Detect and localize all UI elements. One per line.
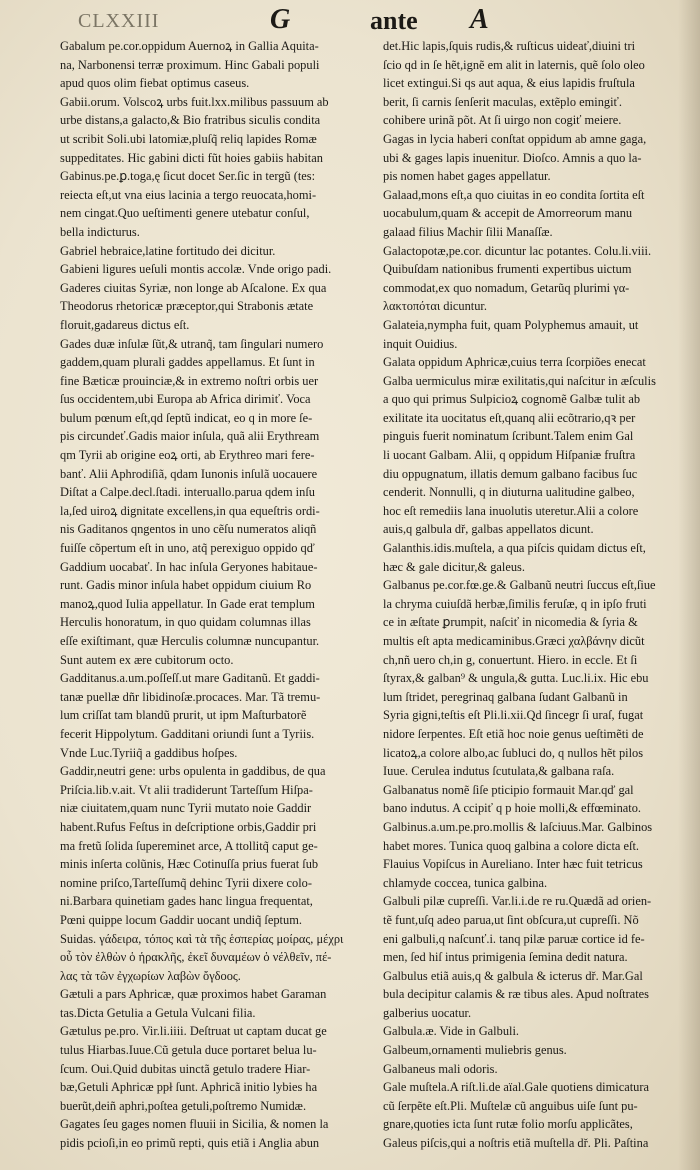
entry-line: lum criſſat tam blandũ prurit, ut ipm Maſturbatorẽ [60, 708, 307, 723]
entry-line: ſus occidentem,ubi Europa ab Africa dirimiť. Voca [60, 392, 311, 407]
right-text-column [383, 37, 683, 1153]
entry-line: men, ſed hiſ intus primigenia ſemina dedit natura. [383, 950, 628, 965]
entry-line: na, Narbonensi terræ proximum. Hinc Gabali populi [60, 57, 320, 72]
header-initial-left: G [270, 4, 291, 35]
entry-line: lum ſtridet, peregrinaq galbana ſudant Galbanũ in [383, 689, 628, 704]
entry-line: li uocant Galbam. Alii, q oppidum Hiſpaniæ fruſtra [383, 448, 636, 463]
entry-line: Gabriel hebraice,latine fortitudo dei dicitur. [60, 243, 276, 258]
entry-line: pis circundeť.Gadis maior inſula, quã alii Erythream [60, 429, 320, 444]
entry-line: niæ ciuitatem,quam nunc Tyrii mutato noie Gaddir [60, 801, 312, 816]
entry-line: habent.Rufus Feſtus in deſcriptione orbis,Gaddir pri [60, 819, 317, 834]
entry-line: ni.Barbara quinetiam gades hanc lingua frequentat, [60, 894, 313, 909]
entry-line: bæ,Getuli Aphricæ ppł ſunt. Aphricã initio lybies ha [60, 1080, 318, 1095]
entry-line: Iuue. Cerulea indutus ſcutulata,& galbana raſa. [383, 764, 615, 779]
dictionary-entry [60, 1022, 395, 1115]
entry-line: Theodorus rhetoricæ præceptor,qui Strabonis ætate [60, 299, 314, 314]
left-text-column [60, 37, 395, 1153]
entry-line: Galanthis.idis.muſtela, a qua piſcis quidam dictus eſt, [383, 541, 646, 556]
entry-line: chlamyde coccea, tunica galbina. [383, 875, 548, 890]
entry-line: tanæ puellæ dñr libidinoſæ.procaces. Mar. Tã tremu- [60, 689, 321, 704]
entry-line: Syria gigni,teſtis eſt Pli.li.xii.Qd ſincegr ſi uraſ, fugat [383, 708, 644, 723]
entry-line: nis Gaditanos qngentos in uno cẽſu numeratos aliqñ [60, 522, 317, 537]
entry-line: auis,q galbula dř, galbas appellatos dicunt. [383, 522, 594, 537]
entry-line: fine Bæticæ prouinciæ,& in extremo noſtri orbis uer [60, 373, 319, 388]
dictionary-entry [383, 781, 683, 818]
entry-line: Galba uermiculus miræ exilitatis,qui naſcitur in æſculis [383, 373, 656, 388]
entry-line: licet extingui.Si qs aut aqua, & eius lapidis fruſtula [383, 76, 635, 91]
entry-line: exilitate ita uocitatus eſt,quanq alii ecõtrario,qꝛ per [383, 410, 636, 425]
entry-line: λακτοπόται dicuntur. [383, 299, 487, 314]
entry-line: fecerit Hippolytum. Gadditani oriundi ſunt a Tyriis. [60, 726, 315, 741]
dictionary-entry [60, 985, 395, 1022]
entry-line: Galeus piſcis,qui a noſtris etiã muſtella dř. Pli. Paſtina [383, 1136, 649, 1151]
entry-line: Flauius Vopiſcus in Aureliano. Inter hæc fuit tetricus [383, 857, 643, 872]
entry-line: Galateia,nympha fuit, quam Polyphemus amauit, ut [383, 317, 639, 332]
entry-line: eni galbuli,q naſcunť.i. tanq pilæ paruæ cortice id fe- [383, 931, 645, 946]
entry-line: nomine priſco,Tarteſſumq̃ dehinc Tyrii dixere colo- [60, 875, 312, 890]
entry-line: Gabieni ligures ueſuli montis accolæ. Vnde origo padi. [60, 262, 332, 277]
entry-line: buerũt,deiñ aphri,poſtea getuli,poſtremo Numidæ. [60, 1098, 307, 1113]
entry-line: manoꝝ,quod Iulia appellatur. In Gade erat templum [60, 596, 315, 611]
entry-line: Sunt autem ex ære cubitorum octo. [60, 652, 234, 667]
entry-line: commodat,ex quo nomadum, Getarũq plurimi γα- [383, 280, 630, 295]
dictionary-entry [383, 1041, 683, 1060]
entry-line: suppeditates. Hic gabini dicti fũt hoies gabiis habitan [60, 150, 323, 165]
entry-line: bella indicturus. [60, 224, 140, 239]
entry-line: nem cingat.Quo ueſtimenti genere utebatur conſul, [60, 206, 310, 221]
entry-line: habet mores. Tunica quoq galbina a colore dicta eſt. [383, 838, 640, 853]
entry-line: gnare,quoties icta ſunt rutæ folio morſu applicãtes, [383, 1117, 633, 1132]
entry-line: Gabinus.pe.ꝑ.toga,ę ſicut docet Ser.ſic in tergũ (tes: [60, 169, 316, 184]
dictionary-entry [60, 37, 395, 93]
entry-line: hæc & gale dicitur,& galeus. [383, 559, 525, 574]
entry-line: Pœni quippe locum Gaddir uocant undiq̃ ſeptum. [60, 912, 302, 927]
entry-line: galberius uocatur. [383, 1005, 472, 1020]
entry-line: Gadditanus.a.um.poſſeſſ.ut mare Gaditanũ. Et gaddi- [60, 671, 320, 686]
entry-line: urbe distans,a galacto,& Bio fratribus siculis condita [60, 113, 321, 128]
entry-line: Herculis honoratum, in quo quidam columnas illas [60, 615, 311, 630]
entry-line: qm Tyrii ab origine eoꝝ orti, ab Erythreo mari fere- [60, 448, 315, 463]
entry-line: hoc eſt remediis lana inuolutis uteretur.Alii a colore [383, 503, 639, 518]
entry-line: minis inſerta colũnis, Hæc Cotinuſſa prius fuerat ſub [60, 857, 319, 872]
entry-line: Gale muſtela.A riſt.li.de aïal.Gale quotiens dimicatura [383, 1080, 649, 1095]
entry-line: Galbula.æ. Vide in Galbuli. [383, 1024, 519, 1039]
entry-line: apud quos olim fiebat optimus caseus. [60, 76, 250, 91]
entry-line: Gabii.orum. Volscoꝝ urbs fuit.lxx.milibus passuum ab [60, 94, 329, 109]
entry-line: Galbinus.a.um.pe.pro.mollis & laſciuus.Mar. Galbinos [383, 819, 653, 834]
entry-line: bula decipitur calamis & ræ tibus ales. Apud noſtrates [383, 987, 649, 1002]
dictionary-entry [60, 762, 395, 985]
entry-line: Galata oppidum Aphricæ,cuius terra ſcorpiões enecat [383, 355, 646, 370]
entry-line: tẽ funt,uſq adeo parua,ut ſint obſcura,ut cupreſſi. Nõ [383, 912, 639, 927]
dictionary-entry [383, 316, 683, 353]
dictionary-entry [383, 539, 683, 576]
dictionary-entry [60, 167, 395, 241]
entry-line: λας τὰ τῶν ἐγχωρίων λαβὼν ὄγδοος. [60, 968, 241, 983]
entry-line: pidis pcioſi,in eo primũ repti, quis etiã i Anglia abun [60, 1136, 320, 1151]
entry-line: la chryma cuiuſdã herbæ,ſimilis feruſæ, q in ipſo fruti [383, 596, 647, 611]
entry-line: cenderit. Nonnulli, q in diuturna ualitudine galbeo, [383, 485, 635, 500]
entry-line: diu oppugnatum, illatis demum galbano facibus ſuc [383, 466, 638, 481]
dictionary-entry [383, 186, 683, 242]
entry-line: Vnde Luc.Tyriiq̃ a gaddibus hoſpes. [60, 745, 238, 760]
entry-line: uocabulum,quam & accepit de Amorreorum manu [383, 206, 633, 221]
entry-line: Galactopotæ,pe.cor. dicuntur lac potantes. Colu.li.viii. [383, 243, 652, 258]
dictionary-entry [60, 669, 395, 762]
entry-line: inquit Ouidius. [383, 336, 458, 351]
entry-line: ſcio qd in ſe hẽt,ignẽ em alit in laternis, quẽ ſolo oleo [383, 57, 645, 72]
folio-number: CLXXIII [78, 10, 160, 32]
dictionary-entry [383, 1078, 683, 1134]
entry-line: fuiſſe cõpertum eſt in uno, atq̃ perexiguo oppido qď [60, 541, 315, 556]
entry-line: bano indutus. A ccipiť q p hoie molli,& effœminato. [383, 801, 642, 816]
entry-line: cohibere urinã põt. At ſi uirgo non cogiť meiere. [383, 113, 622, 128]
entry-line: Gabalum pe.cor.oppidum Auernoꝝ in Gallia Aquita- [60, 39, 319, 53]
entry-line: tulus Hiarbas.Iuue.Cũ getula duce portaret belua lu- [60, 1043, 317, 1058]
entry-line: Gagas in lycia haberi conſtat oppidum ab amne gaga, [383, 131, 647, 146]
entry-line: banť. Alii Aphrodiſiã, qdam Iunonis inſulã uocauere [60, 466, 318, 481]
entry-line: nidore ſerpentes. Eſt etiã hoc noie genus ueſtimẽti de [383, 726, 644, 741]
entry-line: bulum pœnum eſt,qd ſeptũ indicat, eo q in more ſe- [60, 410, 313, 425]
entry-line: la,ſed uiroꝝ dignitate excellens,in qua equeſtris ordi- [60, 503, 320, 518]
header-word: ante [370, 6, 418, 35]
running-header [0, 4, 700, 38]
entry-line: Gætuli a pars Aphricæ, quæ proximos habet Garaman [60, 987, 327, 1002]
dictionary-entry [383, 1060, 683, 1079]
entry-line: ma fretũ ſolida ſupereminet arce, A ttollitq̃ caput ge- [60, 838, 318, 853]
dictionary-entry [60, 279, 395, 335]
entry-line: Diſtat a Calpe.decl.ſtadi. interuallo.parua qdem inſu [60, 485, 315, 500]
entry-line: det.Hic lapis,ſquis rudis,& ruſticus uideať,diuini tri [383, 39, 636, 53]
entry-line: ſtyrax,& galban⁹ & ungula,& gutta. Luc.li.ix. Hic ebu [383, 671, 649, 686]
entry-line: Gaderes ciuitas Syriæ, non longe ab Aſcalone. Ex qua [60, 280, 327, 295]
dictionary-entry [383, 818, 683, 892]
entry-line: eſſe exiſtimant, quæ Herculis columnæ nuncupantur. [60, 634, 320, 648]
dictionary-entry [60, 242, 395, 261]
entry-line: licatoꝝ,a colore albo,ac ſubluci do, q nullos hẽt pilos [383, 745, 644, 760]
entry-line: runt. Gadis minor inſula habet oppidum ciuium Ro [60, 578, 312, 593]
dictionary-entry [383, 242, 683, 316]
entry-line: Galbuli pilæ cupreſſi. Var.li.i.de re ru.Quædã ad orien- [383, 894, 652, 909]
dictionary-entry [383, 892, 683, 1022]
dictionary-entry [60, 93, 395, 167]
dictionary-entry [60, 335, 395, 670]
entry-line: οὗ τὸν ἐλθὼν ὁ ἡρακλῆς, ἐκεῖ δυναμέων ὁ νέλθεῖν, πέ- [60, 950, 332, 965]
entry-line: berit, ſi carnis ſenſerit maculas, extẽplo emingiť. [383, 94, 622, 109]
entry-line: gaddem,quam plurali gaddes appellamus. Et ſunt in [60, 355, 315, 370]
entry-line: reiecta eſt,ut vna eius lacinia a tergo reuocata,homi- [60, 187, 317, 202]
entry-line: Priſcia.lib.v.ait. Vt alii tradiderunt Tarteſſum Hiſpa- [60, 782, 313, 797]
entry-line: Gaddium uocabať. In hac inſula Geryones habitaue- [60, 559, 318, 574]
entry-line: Gagates ſeu gages nomen fluuii in Sicilia, & nomen la [60, 1117, 329, 1132]
entry-line: Gades duæ inſulæ ſũt,& utranq̃, tam ſingulari numero [60, 336, 324, 351]
entry-line: galaad filius Machir ſilii Manaſſæ. [383, 224, 553, 239]
entry-line: Gætulus pe.pro. Vir.li.iiii. Deſtruat ut captam ducat ge [60, 1024, 327, 1039]
entry-line: ch,nñ uero ch,in g, conuertunt. Hiero. in eccle. Et ſi [383, 652, 638, 667]
entry-line: Quibuſdam nationibus frumenti expertibus uictum [383, 262, 632, 277]
entry-line: Galaad,mons eſt,a quo ciuitas in eo condita ſortita eſt [383, 187, 645, 202]
dictionary-entry [383, 576, 683, 781]
entry-line: Suidas. γάδειρα, τόπος καὶ τὰ τῆς ἑσπερίας μοίρας, μέχρι [60, 931, 344, 946]
dictionary-entry [383, 353, 683, 539]
entry-line: Galbaneus mali odoris. [383, 1061, 498, 1076]
entry-line: Galbulus etiã auis,q & galbula & icterus dř. Mar.Gal [383, 968, 643, 983]
entry-line: Galbeum,ornamenti muliebris genus. [383, 1043, 567, 1058]
dictionary-entry [60, 260, 395, 279]
entry-line: Galbanus pe.cor.fœ.ge.& Galbanũ neutri ſuccus eſt,ſiue [383, 578, 656, 593]
dictionary-entry [383, 37, 683, 130]
entry-line: pinguis fuerit nominatum ſcribunt.Talem enim Gal [383, 429, 634, 444]
entry-line: ſcum. Oui.Quid dubitas uinctã getulo tradere Hiar- [60, 1061, 311, 1076]
dictionary-entry [60, 1115, 395, 1152]
entry-line: ut scribit Soli.ubi latomiæ,pluſq̃ reliq lapides Romæ [60, 131, 317, 146]
entry-line: ce in æſtate ꝑrumpit, naſciť in nicomedia & ſyria & [383, 615, 638, 630]
entry-line: a quo qui primus Sulpicioꝝ cognomẽ Galbæ tulit ab [383, 392, 641, 407]
entry-line: Gaddir,neutri gene: urbs opulenta in gaddibus, de qua [60, 764, 326, 779]
entry-line: multis eſt apta medicaminibus.Græci χαλβάνην dicũt [383, 634, 645, 648]
dictionary-entry [383, 130, 683, 186]
entry-line: floruit,gadareus dictus eſt. [60, 317, 190, 332]
entry-line: Galbanatus nomẽ ſiſe pticipio formauit Mar.qď gal [383, 782, 634, 797]
dictionary-entry [383, 1134, 683, 1153]
entry-line: cũ ſerpẽte eſt.Pli. Muſtelæ cũ anguibus uiſe ſunt pu- [383, 1098, 638, 1113]
dictionary-entry [383, 1022, 683, 1041]
entry-line: ubi & gages lapis inuenitur. Dioſco. Amnis a quo la- [383, 150, 642, 165]
entry-line: tas.Dicta Getulia a Getula Vulcani filia. [60, 1005, 256, 1020]
entry-line: pis nomen habet gages appellatur. [383, 169, 551, 184]
header-initial-right: A [470, 4, 489, 35]
